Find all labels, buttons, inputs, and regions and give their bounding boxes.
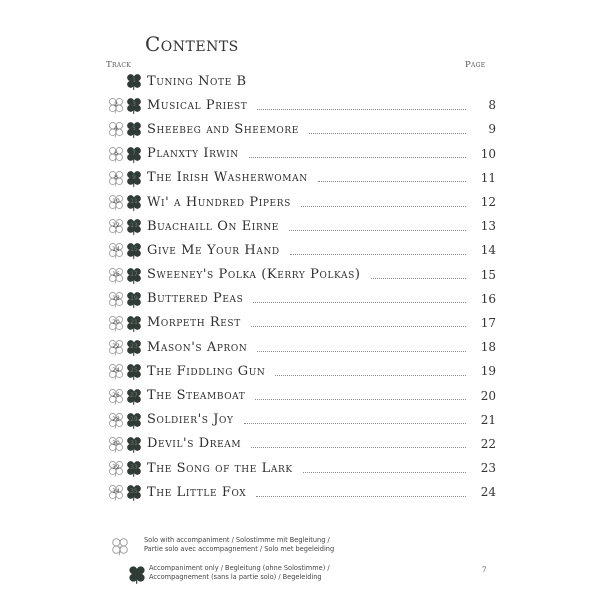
solo-track-number: 30 <box>112 439 120 447</box>
dot-leader <box>290 253 466 255</box>
accompaniment-track-number: 9 <box>132 173 136 181</box>
contents-entry[interactable] <box>106 142 496 166</box>
tune-title: Buachaill On Eirne <box>147 218 279 234</box>
dot-leader <box>289 229 466 231</box>
solo-track-number: 28 <box>112 415 120 423</box>
track-icons <box>106 216 146 236</box>
page-number: 24 <box>480 485 496 500</box>
solo-track-number: 10 <box>112 198 120 206</box>
page-number: 13 <box>480 219 496 234</box>
solo-track-clover-icon <box>107 362 125 380</box>
tune-title: The Steamboat <box>147 388 246 404</box>
track-icons <box>106 361 146 381</box>
tune-title: The Song of the Lark <box>147 460 293 476</box>
track-icons <box>106 410 146 430</box>
accompaniment-track-number: 31 <box>130 439 138 447</box>
tune-title: Wi' a Hundred Pipers <box>147 194 291 210</box>
solo-track-number: 4 <box>114 125 118 133</box>
solo-track-number: 20 <box>112 318 120 326</box>
solo-track-number: 6 <box>114 149 118 157</box>
dot-leader <box>275 374 466 376</box>
dot-leader <box>251 325 466 327</box>
solo-track-clover-icon <box>107 193 125 211</box>
contents-entry[interactable] <box>106 311 496 335</box>
solo-track-number: 34 <box>112 488 120 496</box>
contents-entry[interactable] <box>106 456 496 480</box>
track-icons <box>106 119 146 139</box>
accompaniment-track-clover-icon <box>125 266 143 284</box>
legend-solo-line-1: Solo with accompaniment / Solostimme mit Begleitung / <box>144 536 330 544</box>
outline-clover-icon <box>110 536 130 556</box>
solo-track-number: 24 <box>112 367 120 375</box>
page-number: 16 <box>480 291 496 306</box>
accompaniment-track-number: 23 <box>130 343 138 351</box>
contents-entry[interactable] <box>106 359 496 383</box>
accompaniment-track-clover-icon <box>125 459 143 477</box>
contents-entry[interactable] <box>106 408 496 432</box>
accompaniment-track-number: 27 <box>130 391 138 399</box>
dot-leader <box>318 180 466 182</box>
accompaniment-track-clover-icon <box>125 169 143 187</box>
solo-track-clover-icon <box>107 459 125 477</box>
tune-title: Sweeney's Polka (Kerry Polkas) <box>147 267 361 283</box>
dot-leader <box>371 277 466 279</box>
dot-leader <box>309 132 466 134</box>
solo-track-clover-icon <box>107 217 125 235</box>
accompaniment-track-clover-icon <box>125 96 143 114</box>
solo-track-clover-icon <box>107 96 125 114</box>
contents-entry[interactable] <box>106 214 496 238</box>
contents-list <box>106 69 496 504</box>
track-icons <box>106 192 146 212</box>
tune-title: Tuning Note B <box>147 73 247 89</box>
contents-entry[interactable] <box>106 383 496 407</box>
contents-entry[interactable] <box>106 432 496 456</box>
page-number: 12 <box>480 195 496 210</box>
accompaniment-track-number: 7 <box>132 149 136 157</box>
legend <box>110 536 334 592</box>
page-number: 8 <box>488 98 496 113</box>
accompaniment-track-number: 5 <box>132 125 136 133</box>
solo-track-number: 22 <box>112 343 120 351</box>
page-number: 20 <box>480 388 496 403</box>
page-title: Contents <box>145 32 239 56</box>
dot-leader <box>251 446 466 448</box>
accompaniment-track-number: 25 <box>130 367 138 375</box>
accompaniment-track-number: 29 <box>130 415 138 423</box>
page-number: 15 <box>480 267 496 282</box>
accompaniment-track-number: 15 <box>130 246 138 254</box>
dot-leader <box>257 108 466 110</box>
contents-entry[interactable] <box>106 335 496 359</box>
accompaniment-track-clover-icon <box>125 193 143 211</box>
accompaniment-track-clover-icon <box>125 241 143 259</box>
track-icons <box>106 458 146 478</box>
track-icons <box>106 144 146 164</box>
track-icons <box>106 386 146 406</box>
page-number: 9 <box>488 122 496 137</box>
solo-track-clover-icon <box>107 435 125 453</box>
accompaniment-track-clover-icon <box>125 72 143 90</box>
page-number: 19 <box>480 364 496 379</box>
dot-leader <box>256 495 466 497</box>
solo-track-clover-icon <box>107 314 125 332</box>
track-icons <box>106 95 146 115</box>
track-icons <box>106 337 146 357</box>
solo-track-clover-icon <box>107 169 125 187</box>
tune-title: The Fiddling Gun <box>147 363 266 379</box>
dot-leader <box>301 205 466 207</box>
track-icons <box>106 71 146 91</box>
accompaniment-track-clover-icon <box>125 217 143 235</box>
accompaniment-track-number: 11 <box>130 198 138 206</box>
tune-title: The Irish Washerwoman <box>147 170 308 186</box>
tune-title: Mason's Apron <box>147 339 248 355</box>
accompaniment-track-number: 3 <box>132 101 136 109</box>
legend-solo <box>110 536 334 556</box>
footer-page-number: 7 <box>482 566 487 574</box>
legend-accompaniment-line-2: Accompagnement (sans la partie solo) / Begeleiding <box>149 572 322 581</box>
accompaniment-track-number: 19 <box>130 294 138 302</box>
tune-title: Morpeth Rest <box>147 315 241 331</box>
accompaniment-track-number: 17 <box>130 270 138 278</box>
filled-clover-icon <box>127 564 147 584</box>
tune-title: Give Me Your Hand <box>147 242 280 258</box>
accompaniment-track-clover-icon <box>125 338 143 356</box>
track-icons <box>106 482 146 502</box>
tune-title: Buttered Peas <box>147 291 244 307</box>
contents-entry[interactable] <box>106 117 496 141</box>
contents-entry[interactable] <box>106 287 496 311</box>
solo-track-clover-icon <box>107 411 125 429</box>
track-icons <box>106 265 146 285</box>
solo-track-clover-icon <box>107 483 125 501</box>
track-icons <box>106 289 146 309</box>
legend-solo-line-2: Partie solo avec accompagnement / Solo met begeleiding <box>144 544 335 553</box>
contents-entry[interactable] <box>106 238 496 262</box>
accompaniment-track-number: 35 <box>130 488 138 496</box>
solo-track-clover-icon <box>107 266 125 284</box>
accompaniment-track-clover-icon <box>125 314 143 332</box>
solo-track-number: 8 <box>114 173 118 181</box>
track-icons <box>106 168 146 188</box>
accompaniment-track-clover-icon <box>125 483 143 501</box>
track-icons <box>106 434 146 454</box>
solo-track-clover-icon <box>107 145 125 163</box>
solo-track-number: 18 <box>112 294 120 302</box>
page-number: 21 <box>480 412 496 427</box>
page-number: 10 <box>480 146 496 161</box>
page-number: 17 <box>480 315 496 330</box>
contents-entry[interactable] <box>106 93 496 117</box>
accompaniment-track-number: 13 <box>130 222 138 230</box>
legend-accompaniment <box>127 564 334 584</box>
solo-track-clover-icon <box>107 338 125 356</box>
solo-track-number: 16 <box>112 270 120 278</box>
page-number: 14 <box>480 243 496 258</box>
accompaniment-track-clover-icon <box>125 120 143 138</box>
tune-title: Planxty Irwin <box>147 146 239 162</box>
contents-entry[interactable] <box>106 190 496 214</box>
solo-track-number: 14 <box>112 246 120 254</box>
tune-title: Devil's Dream <box>147 436 242 452</box>
page-number: 11 <box>480 170 496 185</box>
accompaniment-track-clover-icon <box>125 435 143 453</box>
solo-track-number: 12 <box>112 222 120 230</box>
tune-title: The Little Fox <box>147 484 247 500</box>
page-number: 23 <box>480 461 496 476</box>
solo-track-clover-icon <box>107 290 125 308</box>
page-number: 22 <box>480 436 496 451</box>
track-icons <box>106 313 146 333</box>
accompaniment-track-number: 1 <box>132 77 136 85</box>
contents-entry[interactable] <box>106 69 496 93</box>
track-column-label: Track <box>106 60 132 70</box>
dot-leader <box>303 471 466 473</box>
contents-entry[interactable] <box>106 480 496 504</box>
solo-track-clover-icon <box>107 387 125 405</box>
accompaniment-track-clover-icon <box>125 411 143 429</box>
track-icons <box>106 240 146 260</box>
accompaniment-track-clover-icon <box>125 362 143 380</box>
tune-title: Sheebeg and Sheemore <box>147 121 299 137</box>
accompaniment-track-number: 21 <box>130 318 138 326</box>
contents-entry[interactable] <box>106 166 496 190</box>
tune-title: Soldier's Joy <box>147 412 234 428</box>
solo-track-clover-icon <box>107 241 125 259</box>
page-number: 18 <box>480 340 496 355</box>
legend-accompaniment-line-1: Accompaniment only / Begleitung (ohne Solostimme) / <box>149 564 330 572</box>
contents-entry[interactable] <box>106 263 496 287</box>
accompaniment-track-clover-icon <box>125 387 143 405</box>
dot-leader <box>253 301 466 303</box>
accompaniment-track-clover-icon <box>125 290 143 308</box>
tune-title: Musical Priest <box>147 97 248 113</box>
dot-leader <box>257 350 466 352</box>
solo-track-clover-icon <box>107 120 125 138</box>
dot-leader <box>244 422 466 424</box>
dot-leader <box>255 398 466 400</box>
accompaniment-track-clover-icon <box>125 145 143 163</box>
solo-track-number: 26 <box>112 391 120 399</box>
accompaniment-track-number: 33 <box>130 464 138 472</box>
dot-leader <box>249 156 466 158</box>
solo-track-number: 32 <box>112 464 120 472</box>
page-column-label: Page <box>465 60 486 70</box>
solo-track-number: 2 <box>114 101 118 109</box>
